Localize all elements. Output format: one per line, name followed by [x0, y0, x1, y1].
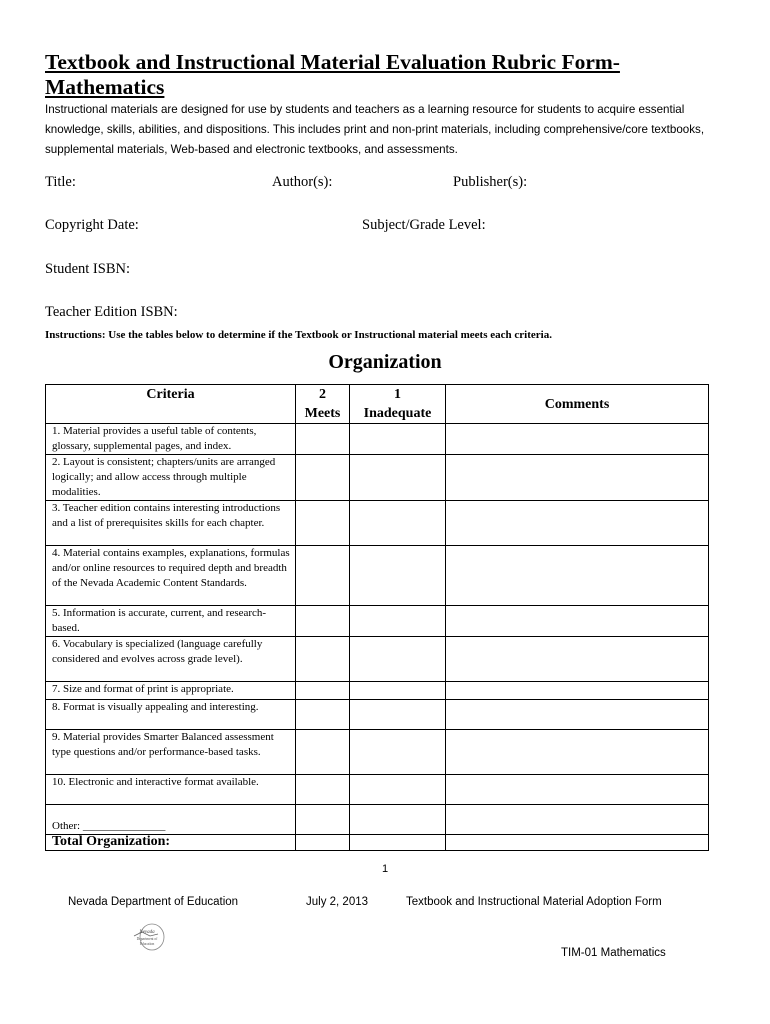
- meets-cell-6[interactable]: [296, 637, 350, 682]
- criterion-9: 9. Material provides Smarter Balanced assessment type questions and/or performance-based tasks.: [46, 730, 296, 775]
- meets-total-cell[interactable]: [296, 835, 350, 851]
- inadequate-cell-3[interactable]: [350, 501, 446, 546]
- author-field-label: Author(s):: [272, 174, 333, 190]
- comments-cell-1[interactable]: [446, 424, 709, 455]
- total-label: Total Organization:: [46, 835, 296, 851]
- comments-header: Comments: [446, 385, 709, 424]
- comments-cell-other[interactable]: [446, 805, 709, 835]
- meets-cell-3[interactable]: [296, 501, 350, 546]
- criterion-2: 2. Layout is consistent; chapters/units are arranged logically; and allow access through multiple modalities.: [46, 455, 296, 501]
- criterion-7: 7. Size and format of print is appropriate.: [46, 682, 296, 700]
- copyright-field-label: Copyright Date:: [45, 217, 139, 233]
- other-criterion: Other: _______________: [46, 805, 296, 835]
- table-row: [46, 501, 709, 546]
- meets-cell-10[interactable]: [296, 775, 350, 805]
- inadequate-cell-4[interactable]: [350, 546, 446, 606]
- student-isbn-label: Student ISBN:: [45, 261, 130, 277]
- meets-cell-other[interactable]: [296, 805, 350, 835]
- table-row: [46, 546, 709, 606]
- criterion-3: 3. Teacher edition contains interesting introductions and a list of prerequisites skills for each chapter.: [46, 501, 296, 546]
- title-field-label: Title:: [45, 174, 76, 190]
- total-row: [46, 835, 709, 851]
- comments-cell-8[interactable]: [446, 700, 709, 730]
- inadequate-cell-8[interactable]: [350, 700, 446, 730]
- criterion-1: 1. Material provides a useful table of contents, glossary, supplemental pages, and index.: [46, 424, 296, 455]
- inadequate-total-cell[interactable]: [350, 835, 446, 851]
- inadequate-header: [350, 385, 446, 424]
- comments-cell-4[interactable]: [446, 546, 709, 606]
- meets-cell-5[interactable]: [296, 606, 350, 637]
- inadequate-cell-5[interactable]: [350, 606, 446, 637]
- meets-cell-8[interactable]: [296, 700, 350, 730]
- table-row: [46, 775, 709, 805]
- meets-score: 2: [319, 387, 326, 402]
- meets-cell-9[interactable]: [296, 730, 350, 775]
- table-header-row: [46, 385, 709, 424]
- comments-cell-2[interactable]: [446, 455, 709, 501]
- publisher-field-label: Publisher(s):: [453, 174, 528, 190]
- comments-cell-6[interactable]: [446, 637, 709, 682]
- inadequate-cell-1[interactable]: [350, 424, 446, 455]
- inadequate-cell-7[interactable]: [350, 682, 446, 700]
- meets-cell-2[interactable]: [296, 455, 350, 501]
- criterion-6: 6. Vocabulary is specialized (language carefully considered and evolves across grade level).: [46, 637, 296, 682]
- svg-text:Education: Education: [139, 942, 155, 946]
- page-title: Textbook and Instructional Material Evaluation Rubric Form-Mathematics: [45, 50, 620, 99]
- comments-cell-5[interactable]: [446, 606, 709, 637]
- meets-cell-1[interactable]: [296, 424, 350, 455]
- table-row: [46, 700, 709, 730]
- meets-cell-7[interactable]: [296, 682, 350, 700]
- comments-cell-9[interactable]: [446, 730, 709, 775]
- criterion-10: 10. Electronic and interactive format available.: [46, 775, 296, 805]
- meets-label: Meets: [304, 406, 341, 421]
- criterion-4: 4. Material contains examples, explanations, formulas and/or online resources to required depth and breadth of the Nevada Academic Content Standards.: [46, 546, 296, 606]
- table-row: [46, 730, 709, 775]
- inadequate-cell-other[interactable]: [350, 805, 446, 835]
- table-row: [46, 455, 709, 501]
- comments-cell-7[interactable]: [446, 682, 709, 700]
- page-number: 1: [381, 863, 389, 875]
- footer-form-code: TIM-01 Mathematics: [561, 947, 666, 959]
- svg-text:Department of: Department of: [136, 937, 158, 941]
- comments-cell-3[interactable]: [446, 501, 709, 546]
- organization-rubric-table: [45, 384, 709, 851]
- inadequate-score: 1: [394, 387, 401, 402]
- intro-paragraph: Instructional materials are designed for use by students and teachers as a learning resource for students to acquire essential knowledge, skills, abilities, and dispositions. This includes print and non-print materials, including comprehensive/core textbooks, supplemental materials, Web-based and electronic textbooks, and assessments.: [45, 103, 705, 156]
- table-row: [46, 637, 709, 682]
- table-row: [46, 682, 709, 700]
- inadequate-cell-10[interactable]: [350, 775, 446, 805]
- criterion-8: 8. Format is visually appealing and interesting.: [46, 700, 296, 730]
- subject-field-label: Subject/Grade Level:: [362, 217, 486, 233]
- teacher-isbn-label: Teacher Edition ISBN:: [45, 304, 178, 320]
- meets-cell-4[interactable]: [296, 546, 350, 606]
- table-row: [46, 424, 709, 455]
- inadequate-cell-2[interactable]: [350, 455, 446, 501]
- svg-text:Nevada: Nevada: [139, 930, 155, 935]
- inadequate-cell-6[interactable]: [350, 637, 446, 682]
- table-row: [46, 805, 709, 835]
- inadequate-label: Inadequate: [363, 406, 432, 421]
- criterion-5: 5. Information is accurate, current, and research-based.: [46, 606, 296, 637]
- footer-date: July 2, 2013: [306, 896, 369, 908]
- inadequate-cell-9[interactable]: [350, 730, 446, 775]
- criteria-header: Criteria: [46, 385, 296, 424]
- meets-header: [296, 385, 350, 424]
- comments-cell-10[interactable]: [446, 775, 709, 805]
- nevada-doe-seal-logo: [128, 922, 166, 954]
- table-row: [46, 606, 709, 637]
- instructions: Instructions: Use the tables below to determine if the Textbook or Instructional material meets each criteria.: [45, 329, 552, 341]
- footer-department: Nevada Department of Education: [68, 896, 239, 908]
- section-title: Organization: [328, 351, 442, 373]
- comments-total-cell[interactable]: [446, 835, 709, 851]
- footer-form-name: Textbook and Instructional Material Adoption Form: [406, 896, 662, 908]
